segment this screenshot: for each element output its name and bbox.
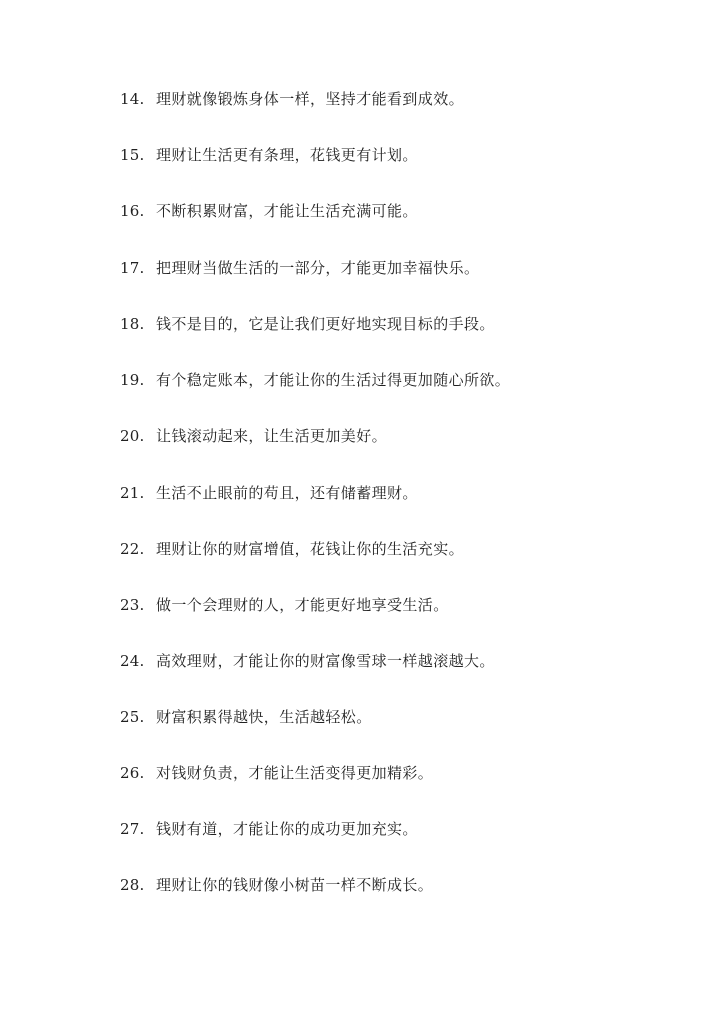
item-text: 高效理财，才能让你的财富像雪球一样越滚越大。: [156, 652, 495, 670]
item-text: 把理财当做生活的一部分，才能更加幸福快乐。: [156, 259, 480, 277]
item-text: 对钱财负责，才能让生活变得更加精彩。: [156, 764, 434, 782]
list-item: [120, 368, 510, 392]
list-item: [120, 761, 433, 785]
list-item: [120, 87, 464, 111]
list-item: [120, 537, 464, 561]
list-item: [120, 424, 387, 448]
item-number: 26.: [120, 764, 145, 782]
item-text: 理财就像锻炼身体一样，坚持才能看到成效。: [156, 90, 465, 108]
item-number: 18.: [120, 315, 145, 333]
item-text: 钱不是目的，它是让我们更好地实现目标的手段。: [156, 315, 495, 333]
item-number: 28.: [120, 876, 145, 894]
list-item: [120, 143, 418, 167]
list-item: [120, 593, 449, 617]
item-number: 22.: [120, 540, 145, 558]
item-number: 16.: [120, 202, 145, 220]
list-item: [120, 705, 372, 729]
item-number: 19.: [120, 371, 145, 389]
list-item: [120, 481, 418, 505]
item-number: 20.: [120, 427, 145, 445]
list-item: [120, 199, 418, 223]
list-item: [120, 649, 495, 673]
item-text: 做一个会理财的人，才能更好地享受生活。: [156, 596, 449, 614]
item-text: 钱财有道，才能让你的成功更加充实。: [156, 820, 418, 838]
item-text: 理财让你的钱财像小树苗一样不断成长。: [156, 876, 434, 894]
list-item: [120, 312, 495, 336]
item-number: 14.: [120, 90, 145, 108]
list-item: [120, 817, 418, 841]
item-text: 让钱滚动起来，让生活更加美好。: [156, 427, 388, 445]
item-text: 理财让生活更有条理，花钱更有计划。: [156, 146, 418, 164]
item-number: 23.: [120, 596, 145, 614]
item-number: 24.: [120, 652, 145, 670]
list-item: [120, 873, 433, 897]
list-item: [120, 256, 479, 280]
item-text: 不断积累财富，才能让生活充满可能。: [156, 202, 418, 220]
item-text: 财富积累得越快，生活越轻松。: [156, 708, 372, 726]
item-text: 生活不止眼前的苟且，还有储蓄理财。: [156, 484, 418, 502]
item-number: 25.: [120, 708, 145, 726]
item-number: 15.: [120, 146, 145, 164]
item-text: 理财让你的财富增值，花钱让你的生活充实。: [156, 540, 465, 558]
item-number: 17.: [120, 259, 145, 277]
item-text: 有个稳定账本，才能让你的生活过得更加随心所欲。: [156, 371, 511, 389]
item-number: 27.: [120, 820, 145, 838]
item-number: 21.: [120, 484, 145, 502]
